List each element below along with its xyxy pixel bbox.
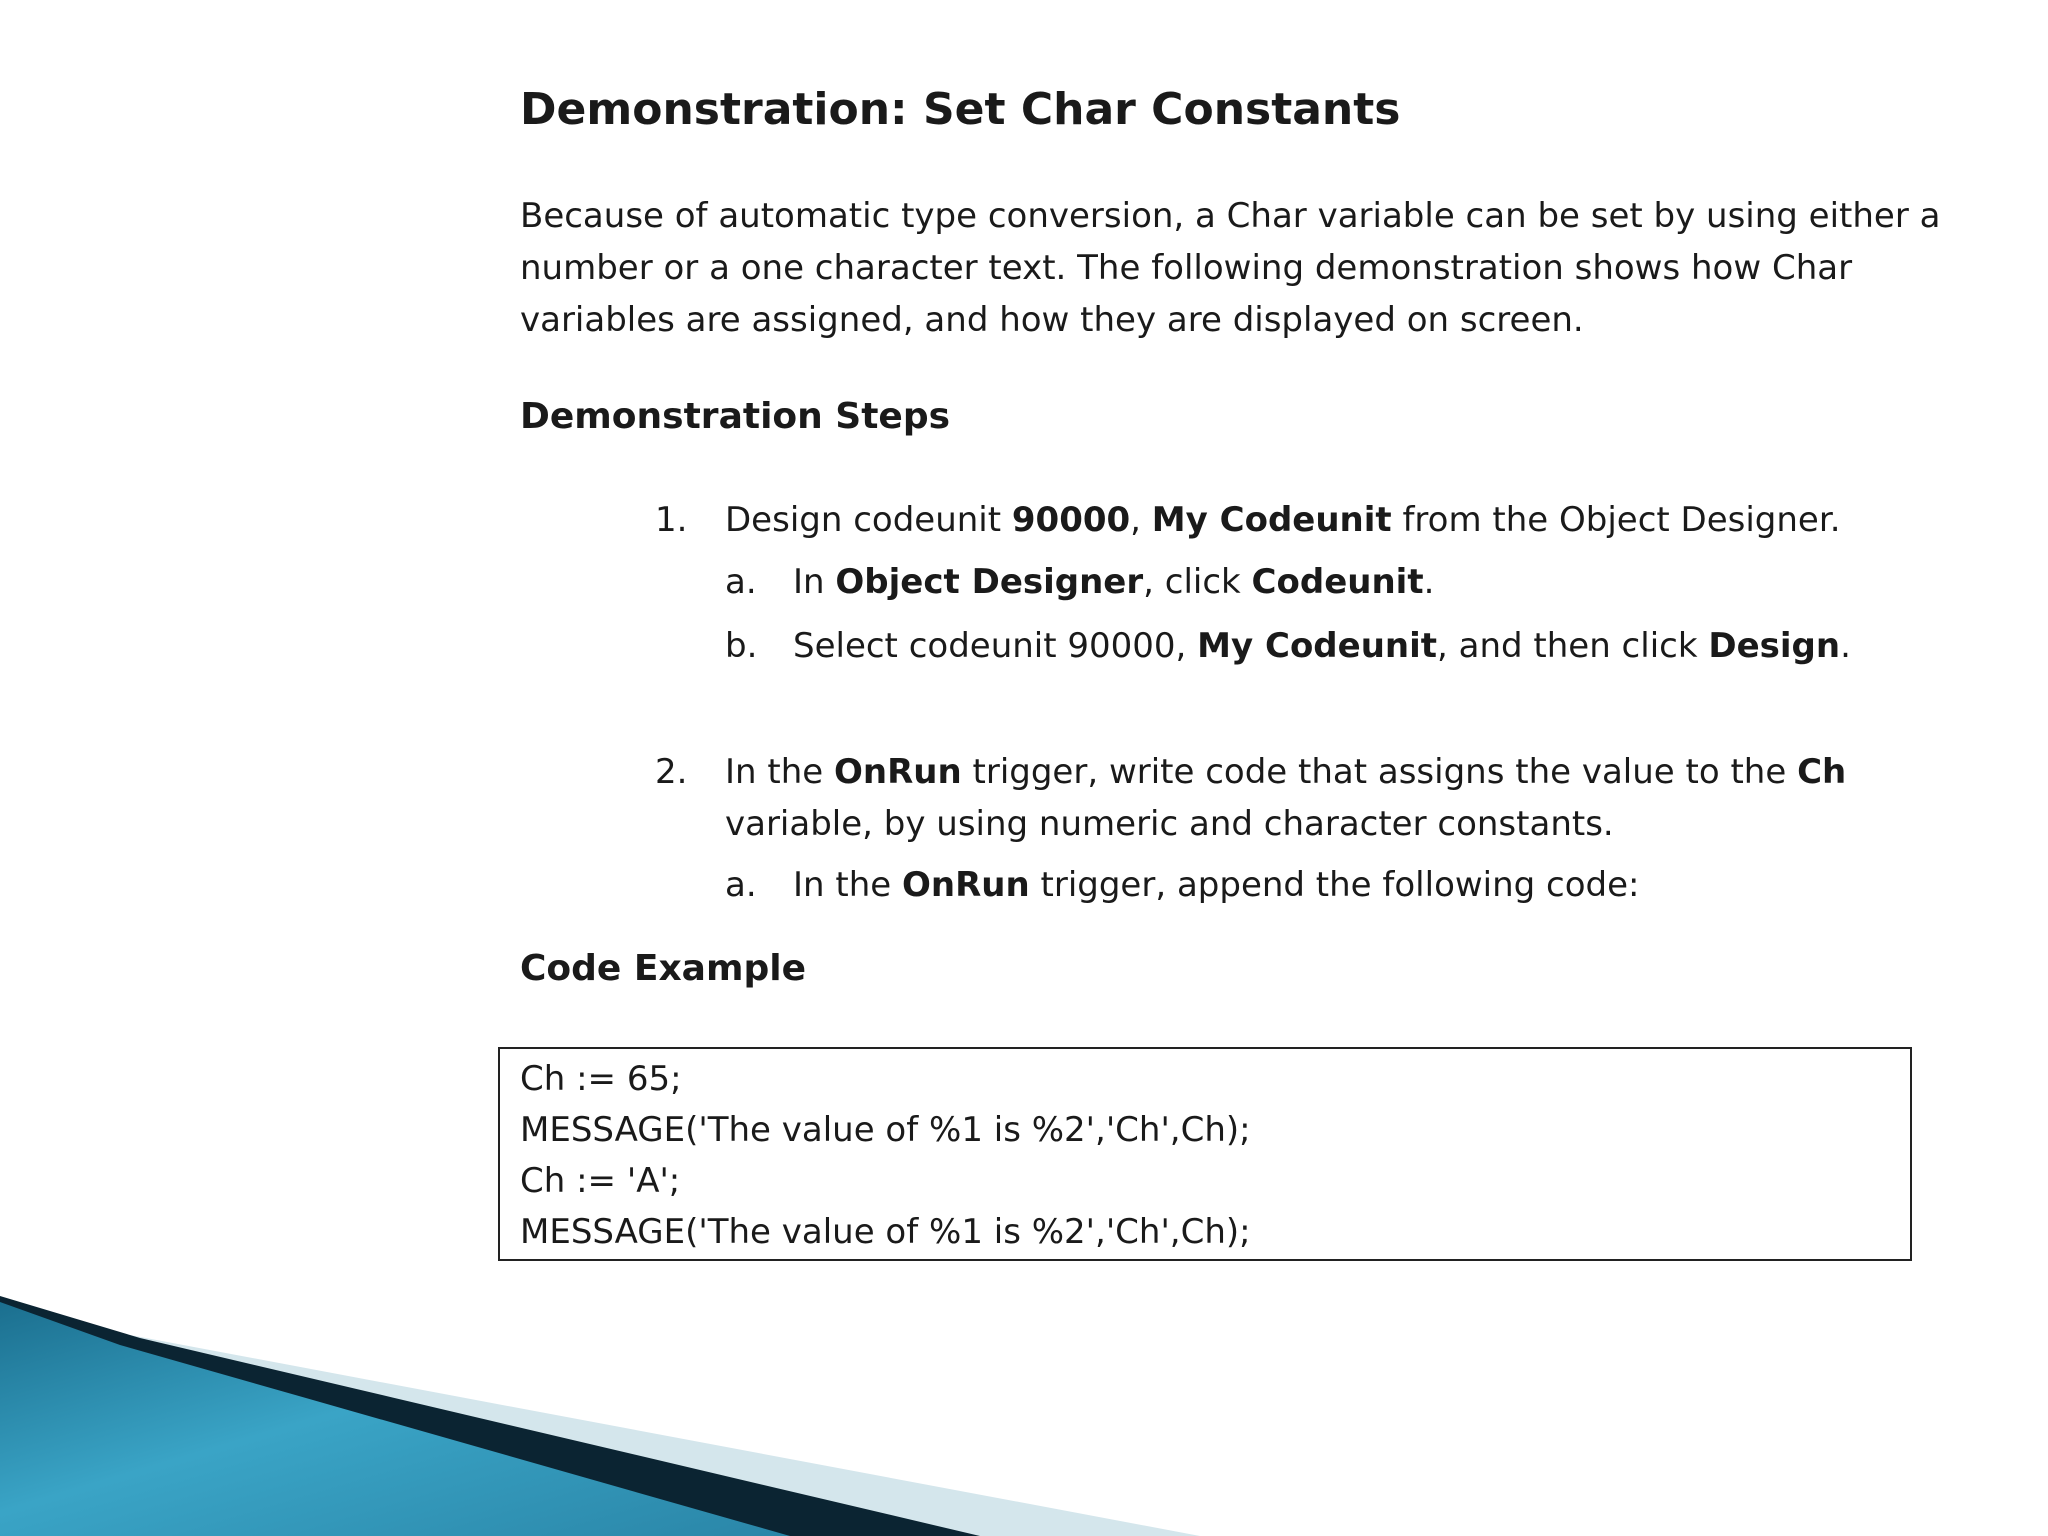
substep-letter: a. xyxy=(725,865,757,905)
slide-title: Demonstration: Set Char Constants xyxy=(520,84,1401,135)
steps-heading: Demonstration Steps xyxy=(520,396,951,437)
code-line: MESSAGE('The value of %1 is %2','Ch',Ch); xyxy=(520,1212,1251,1252)
step-number: 2. xyxy=(655,752,688,792)
code-line: Ch := 65; xyxy=(520,1059,682,1099)
step-text: Design codeunit 90000, My Codeunit from the Object Designer. xyxy=(725,500,1841,540)
substep-letter: a. xyxy=(725,562,757,602)
intro-line: variables are assigned, and how they are displayed on screen. xyxy=(520,300,1584,340)
code-line: Ch := 'A'; xyxy=(520,1161,681,1201)
step-text-continued: variable, by using numeric and character constants. xyxy=(725,804,1614,844)
intro-line: Because of automatic type conversion, a Char variable can be set by using either a xyxy=(520,196,1941,236)
intro-line: number or a one character text. The following demonstration shows how Char xyxy=(520,248,1853,288)
step-text: In the OnRun trigger, write code that assigns the value to the Ch xyxy=(725,752,1847,792)
substep-text: Select codeunit 90000, My Codeunit, and then click Design. xyxy=(793,626,1851,666)
code-heading: Code Example xyxy=(520,948,807,989)
substep-letter: b. xyxy=(725,626,758,666)
substep-text: In the OnRun trigger, append the following code: xyxy=(793,865,1640,905)
code-line: MESSAGE('The value of %1 is %2','Ch',Ch); xyxy=(520,1110,1251,1150)
step-number: 1. xyxy=(655,500,688,540)
substep-text: In Object Designer, click Codeunit. xyxy=(793,562,1435,602)
